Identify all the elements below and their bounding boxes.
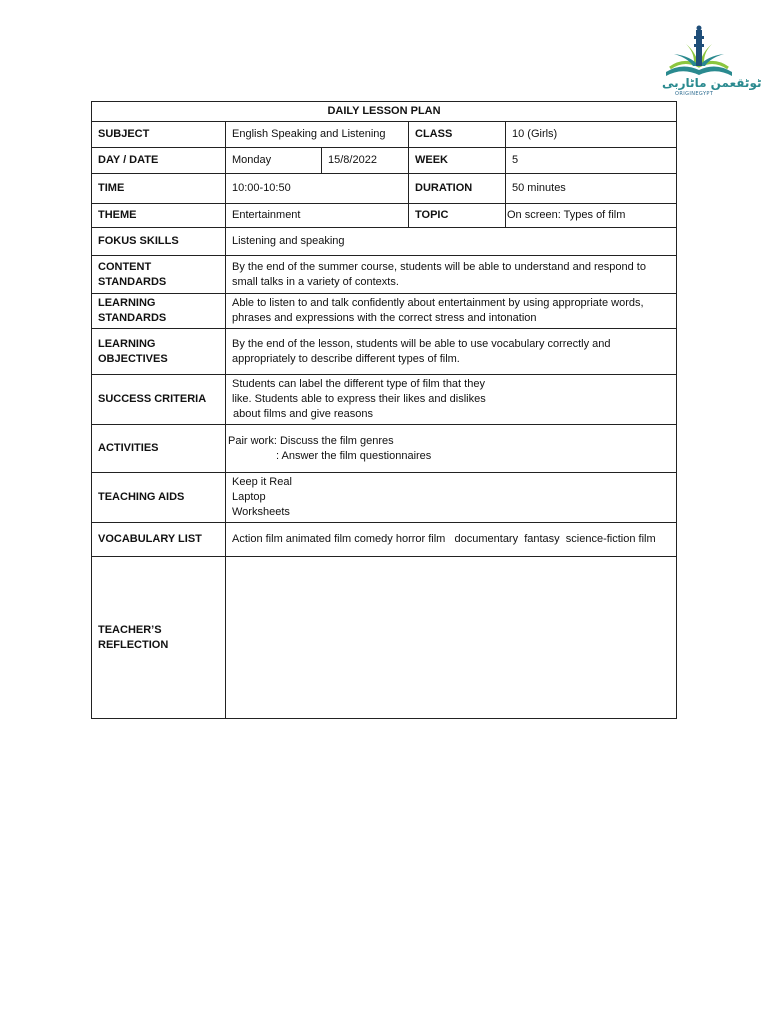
duration-label: DURATION [409,174,506,204]
success-line: about films and give reasons [233,408,374,420]
subject-label: SUBJECT [92,122,226,148]
activities-label: ACTIVITIES [92,425,226,473]
content-standards-label: CONTENT STANDARDS [92,256,226,294]
success-criteria-value [226,375,677,425]
learning-standards-value: Able to listen to and talk confidently about entertainment by using appropriate words, phrases and expressions with the correct stress and intonation [226,294,677,329]
activity-line: : Answer the film questionnaires [276,449,432,462]
date-value: 15/8/2022 [322,148,409,174]
content-standards-value: By the end of the summer course, students will be able to understand and respond to small talks in a variety of contexts. [226,256,677,294]
learning-standards-label: LEARNING STANDARDS [92,294,226,329]
duration-value: 50 minutes [506,174,677,204]
mosque-book-logo [656,22,742,102]
logo-arabic-text: ٹوٹقعمن ماٹاربی [662,76,762,90]
vocabulary-list-label: VOCABULARY LIST [92,523,226,557]
teaching-aids-label: TEACHING AIDS [92,473,226,523]
teaching-aids-value [226,473,677,523]
vocabulary-list-value: Action film animated film comedy horror film documentary fantasy science-fiction film [226,523,677,557]
day-date-label: DAY / DATE [92,148,226,174]
learning-objectives-label: LEARNING OBJECTIVES [92,329,226,375]
success-line: Students can label the different type of film that they [232,378,485,390]
theme-label: THEME [92,204,226,228]
skills-label: FOKUS SKILLS [92,228,226,256]
success-line: like. Students able to express their likes and dislikes [232,393,486,405]
lesson-plan-table [91,101,677,719]
plan-title: DAILY LESSON PLAN [92,102,677,122]
time-label: TIME [92,174,226,204]
teachers-reflection-label: TEACHER’S REFLECTION [92,557,226,719]
subject-value: English Speaking and Listening [226,122,409,148]
learning-objectives-value: By the end of the lesson, students will be able to use vocabulary correctly and appropriately to describe different types of film. [226,329,677,375]
activities-value [226,425,677,473]
aid-item: Laptop [232,491,266,503]
aid-item: Keep it Real [232,476,292,488]
activity-line: Pair work: Discuss the film genres [228,434,394,447]
topic-value: On screen: Types of film [506,204,677,228]
class-label: CLASS [409,122,506,148]
week-value: 5 [506,148,677,174]
class-value: 10 (Girls) [506,122,677,148]
topic-label: TOPIC [409,204,506,228]
day-value: Monday [226,148,322,174]
teachers-reflection-value [226,557,677,719]
skills-value: Listening and speaking [226,228,677,256]
success-criteria-label: SUCCESS CRITERIA [92,375,226,425]
aid-item: Worksheets [232,506,290,518]
theme-value: Entertainment [226,204,409,228]
time-value: 10:00-10:50 [226,174,409,204]
logo-sub-text: ORIGINEGYPT [675,91,714,97]
week-label: WEEK [409,148,506,174]
